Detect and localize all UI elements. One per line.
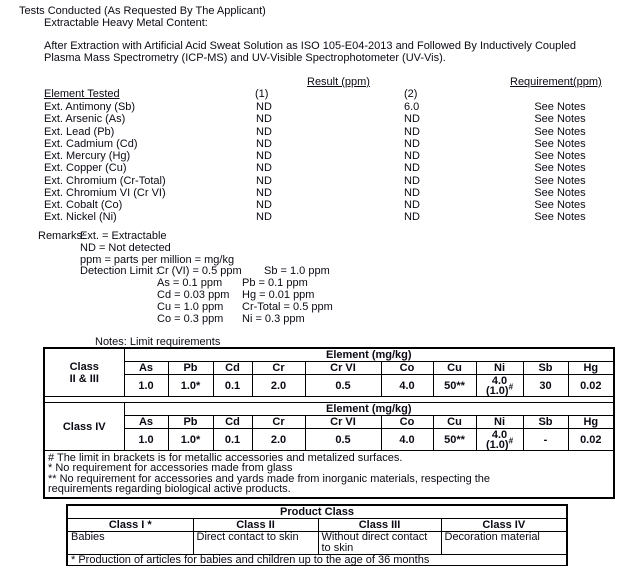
result-row [0, 101, 624, 113]
result-2: ND [404, 186, 420, 199]
requirement-value: See Notes [534, 113, 586, 126]
detection-limit-value: Hg = 0.01 ppm [242, 288, 315, 301]
limit-table-footnotes [44, 451, 614, 498]
requirement-value: See Notes [534, 174, 586, 187]
product-class-table [66, 504, 568, 566]
detection-limit-value: Cd = 0.03 ppm [157, 288, 230, 301]
class-label-line2: II & III [69, 372, 99, 385]
result-row [0, 126, 624, 138]
product-class-header: Class III [318, 519, 441, 532]
page-title: Tests Conducted (As Requested By The Applicant) [19, 5, 266, 17]
detection-limit-label: Detection Limit : [80, 265, 159, 278]
symbol-cell: Sb [523, 362, 568, 375]
limit-value-cell: 50** [433, 429, 476, 451]
section-subtitle: Extractable Heavy Metal Content: [44, 17, 208, 29]
result-row [0, 113, 624, 125]
limit-value-cell: 2.0 [252, 429, 305, 451]
limit-value-cell: - [523, 429, 568, 451]
detection-limit-value: Cu = 1.0 ppm [157, 300, 224, 313]
requirement-value: See Notes [534, 199, 586, 211]
result-row [0, 199, 624, 211]
symbol-cell: Hg [568, 416, 614, 429]
result-2: ND [404, 199, 420, 211]
class-label-line1: Class [69, 360, 99, 373]
result-2: ND [404, 174, 420, 187]
footnote-line: # The limit in brackets is for metallic accessories and metalized surfaces. [48, 452, 403, 464]
symbol-cell: Cd [213, 416, 252, 429]
result-1: ND [256, 101, 272, 113]
detection-limit-value: Sb = 1.0 ppm [264, 265, 330, 278]
element-name: Ext. Mercury (Hg) [44, 150, 131, 162]
symbol-cell: Co [381, 362, 433, 375]
requirement-value: See Notes [534, 162, 586, 175]
result-1: ND [256, 174, 272, 187]
symbol-cell: As [124, 416, 168, 429]
ni-footnote-mark: # [508, 435, 514, 445]
requirement-value: See Notes [534, 211, 586, 224]
requirement-value: See Notes [534, 137, 586, 150]
result-row [0, 187, 624, 199]
symbol-cell: Ni [476, 416, 523, 429]
symbol-cell: Cu [433, 362, 476, 375]
detection-limit-value: As = 0.1 ppm [157, 277, 223, 290]
footnote-line: * No requirement for accessories made from glass [48, 462, 293, 475]
ni-bracket-limit: (1.0) [485, 384, 509, 397]
symbol-cell: Co [381, 416, 433, 429]
limit-value-cell: 1.0* [168, 429, 213, 451]
result-1: ND [256, 150, 272, 162]
limit-value-cell: 1.0* [168, 375, 213, 397]
symbol-cell: Cr VI [305, 362, 381, 375]
element-name: Ext. Lead (Pb) [44, 125, 115, 138]
column-header-element: Element Tested [44, 88, 120, 100]
result-2: ND [404, 211, 420, 224]
result-2: ND [404, 137, 420, 150]
limit-value-cell: 50** [433, 375, 476, 397]
symbol-cell: Cr VI [305, 416, 381, 429]
limit-value-cell: 1.0 [124, 429, 168, 451]
result-row [0, 150, 624, 162]
result-1: ND [256, 186, 272, 199]
element-name: Ext. Arsenic (As) [44, 113, 126, 126]
symbol-cell: Cr [252, 362, 305, 375]
product-class-footnote: * Production of articles for babies and children up to the age of 36 months [67, 555, 567, 566]
result-1: ND [256, 162, 272, 175]
ni-footnote-mark: # [508, 381, 514, 391]
symbol-cell: Pb [168, 362, 213, 375]
limit-value-cell-ni [476, 429, 523, 451]
result-1: ND [256, 211, 272, 224]
column-header-result: Result (ppm) [307, 76, 370, 88]
footnote-line: ** No requirement for accessories and yards made from inorganic materials, respecting the [48, 472, 491, 485]
limit-value-cell: 0.02 [568, 375, 614, 397]
limit-value-cell: 30 [523, 375, 568, 397]
requirement-value: See Notes [534, 150, 586, 162]
symbol-cell: Cr [252, 416, 305, 429]
element-name: Ext. Nickel (Ni) [44, 211, 117, 224]
remark-nd: ND = Not detected [80, 241, 171, 254]
element-name: Ext. Antimony (Sb) [44, 101, 136, 113]
method-paragraph-line1: After Extraction with Artificial Acid Sweat Solution as ISO 105-E04-2013 and Followed By Inductively Coupled [44, 40, 576, 52]
detection-limit-value: Cr (VI) = 0.5 ppm [157, 265, 242, 278]
class-iv-label: Class IV [44, 403, 124, 451]
requirement-value: See Notes [534, 101, 586, 113]
remarks-block [38, 230, 598, 324]
element-header: Element (mg/kg) [124, 403, 614, 416]
limit-value-cell: 0.5 [305, 429, 381, 451]
limit-value-cell: 0.1 [213, 429, 252, 451]
limit-value-cell: 0.1 [213, 375, 252, 397]
column-header-specimen-1: (1) [255, 88, 269, 100]
product-class-header: Class I * [67, 519, 193, 532]
limit-value-cell: 4.0 [381, 375, 433, 397]
detection-limit-value: Co = 0.3 ppm [157, 312, 224, 325]
limit-value-cell-ni [476, 375, 523, 397]
footnote-line: requirements regarding biological active products. [48, 483, 291, 496]
detection-limit-value: Pb = 0.1 ppm [242, 277, 308, 290]
symbol-cell: Ni [476, 362, 523, 375]
limit-requirements-table [43, 347, 615, 499]
remarks-label: Remarks: [38, 230, 86, 242]
result-1: ND [256, 125, 272, 138]
result-row [0, 138, 624, 150]
symbol-cell: As [124, 362, 168, 375]
product-class-header: Class IV [441, 519, 567, 532]
result-row [0, 175, 624, 187]
ni-limit: 4.0 [491, 428, 508, 441]
element-name: Ext. Cadmium (Cd) [44, 137, 138, 150]
result-2: ND [404, 162, 420, 175]
requirement-value: See Notes [534, 186, 586, 199]
product-class-description: Without direct contact to skin [318, 532, 441, 555]
element-header: Element (mg/kg) [124, 348, 614, 362]
element-name: Ext. Cobalt (Co) [44, 199, 123, 211]
remark-ppm: ppm = parts per million = mg/kg [80, 253, 235, 266]
result-2: 6.0 [404, 101, 420, 113]
product-class-description: Direct contact to skin [193, 532, 318, 555]
requirement-value: See Notes [534, 125, 586, 138]
limit-value-cell: 1.0 [124, 375, 168, 397]
limit-value-cell: 0.02 [568, 429, 614, 451]
result-row [0, 162, 624, 174]
detection-limit-value: Cr-Total = 0.5 ppm [242, 300, 333, 313]
results-list [0, 101, 624, 224]
class-ii-iii-label [44, 348, 124, 397]
remark-ext: Ext. = Extractable [80, 230, 167, 242]
result-1: ND [256, 137, 272, 150]
result-row [0, 211, 624, 223]
symbol-cell: Pb [168, 416, 213, 429]
symbol-cell: Cu [433, 416, 476, 429]
column-header-specimen-2: (2) [404, 88, 418, 100]
symbol-cell: Hg [568, 362, 614, 375]
product-class-title: Product Class [67, 505, 567, 519]
detection-limit-value: Ni = 0.3 ppm [242, 312, 305, 325]
element-name: Ext. Chromium VI (Cr VI) [44, 186, 166, 199]
ni-limit: 4.0 [491, 374, 508, 387]
column-header-requirement: Requirement(ppm) [510, 76, 602, 88]
method-paragraph-line2: Plasma Mass Spectrometry (ICP-MS) and UV-Visible Spectrophotometer (UV-Vis). [44, 52, 446, 64]
ni-bracket-limit: (1.0) [485, 438, 509, 451]
result-2: ND [404, 125, 420, 138]
product-class-description: Decoration material [441, 532, 567, 555]
notes-label: Notes: Limit requirements [95, 336, 221, 348]
result-2: ND [404, 150, 420, 162]
symbol-cell: Cd [213, 362, 252, 375]
product-class-description: Babies [67, 532, 193, 555]
element-name: Ext. Chromium (Cr-Total) [44, 174, 166, 187]
result-1: ND [256, 199, 272, 211]
limit-value-cell: 2.0 [252, 375, 305, 397]
symbol-cell: Sb [523, 416, 568, 429]
limit-value-cell: 0.5 [305, 375, 381, 397]
limit-value-cell: 4.0 [381, 429, 433, 451]
product-class-header: Class II [193, 519, 318, 532]
element-name: Ext. Copper (Cu) [44, 162, 127, 175]
result-2: ND [404, 113, 420, 126]
result-1: ND [256, 113, 272, 126]
